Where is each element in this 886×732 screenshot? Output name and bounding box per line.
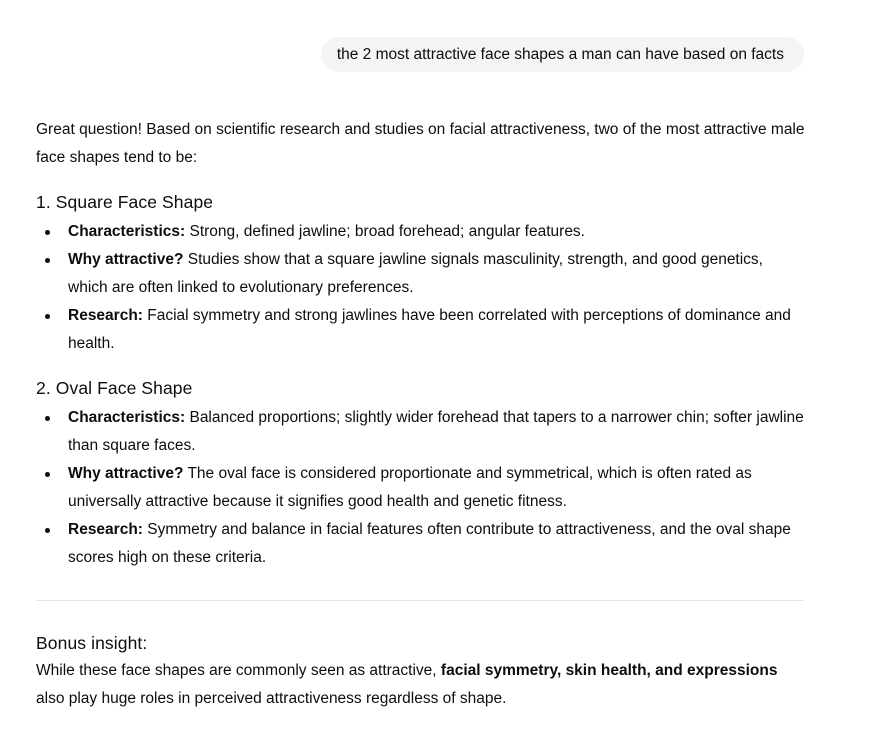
bonus-text-bold: facial symmetry, skin health, and expressions [440, 662, 778, 679]
item-label: Why attractive? [68, 251, 184, 268]
square-list [36, 218, 806, 358]
item-text: The oval face is considered proportionate and symmetrical, which is often rated as universally attractive because it signifies good health and genetic fitness. [68, 465, 752, 510]
item-label: Research: [68, 307, 143, 324]
list-item [68, 218, 806, 246]
list-item [68, 302, 806, 358]
item-label: Why attractive? [68, 465, 184, 482]
item-label: Research: [68, 521, 143, 538]
item-label: Characteristics: [68, 409, 186, 426]
list-item [68, 246, 806, 302]
bonus-text-before: While these face shapes are commonly seen as attractive, [36, 662, 441, 679]
list-item [68, 460, 806, 516]
intro-paragraph: Great question! Based on scientific research and studies on facial attractiveness, two of the most attractive male face shapes tend to be: [36, 121, 805, 166]
item-text: Symmetry and balance in facial features often contribute to attractiveness, and the oval shape scores high on these criteria. [68, 521, 791, 566]
bonus-title: Bonus insight: [36, 633, 148, 653]
item-text: Strong, defined jawline; broad forehead; angular features. [185, 223, 585, 240]
list-item [68, 516, 806, 572]
list-item [68, 404, 806, 460]
bonus-paragraph [36, 657, 806, 713]
user-message-text: the 2 most attractive face shapes a man can have based on facts [336, 46, 784, 63]
item-text: Facial symmetry and strong jawlines have been correlated with perceptions of dominance and health. [68, 307, 791, 352]
bonus-text-after: also play huge roles in perceived attractiveness regardless of shape. [36, 690, 507, 707]
section-title-square: 1. Square Face Shape [36, 192, 214, 212]
item-text: Balanced proportions; slightly wider forehead that tapers to a narrower chin; softer jawline than square faces. [68, 409, 804, 454]
item-text: Studies show that a square jawline signals masculinity, strength, and good genetics, which are often linked to evolutionary preferences. [68, 251, 763, 296]
divider [36, 600, 804, 601]
item-label: Characteristics: [68, 223, 186, 240]
assistant-response [36, 116, 806, 713]
oval-list [36, 404, 806, 572]
section-title-oval: 2. Oval Face Shape [36, 378, 193, 398]
user-message-bubble [321, 37, 804, 72]
